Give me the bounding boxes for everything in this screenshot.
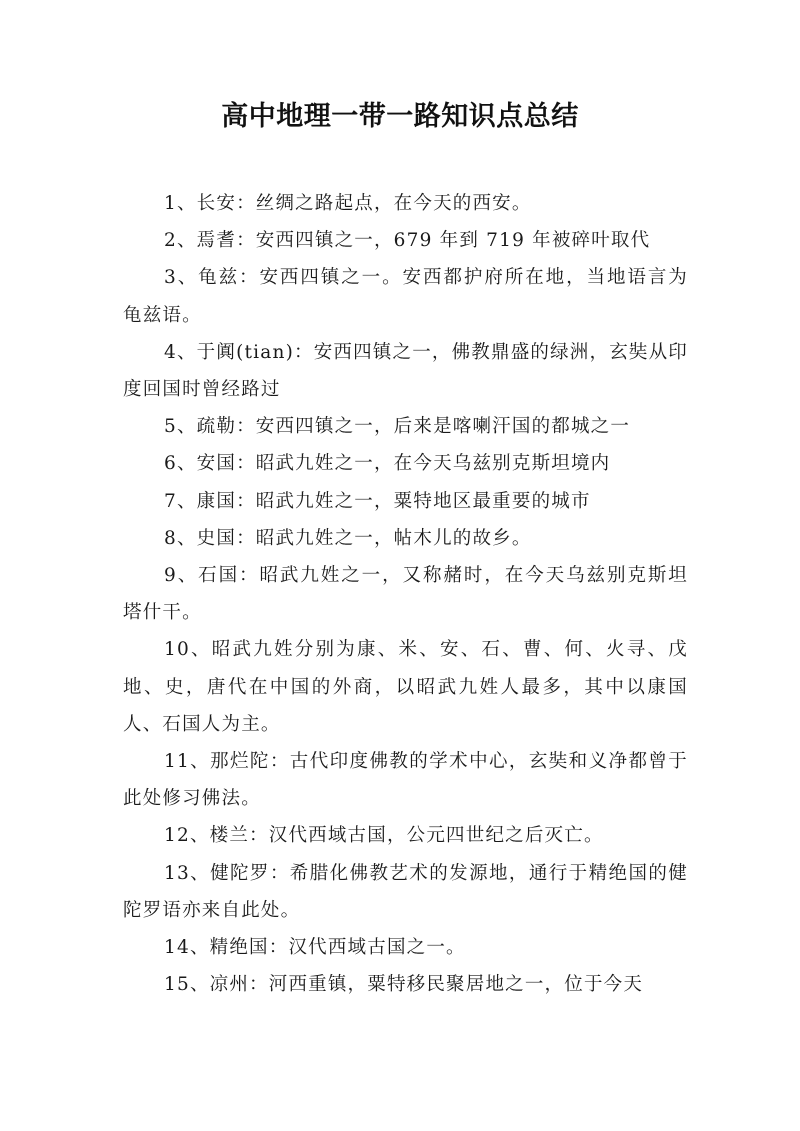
paragraph-10: 10、昭武九姓分别为康、米、安、石、曹、何、火寻、戊地、史，唐代在中国的外商，以昭武九姓人最多，其中以康国人、石国人为主。	[123, 639, 688, 735]
paragraph-8: 8、史国：昭武九姓之一，帖木儿的故乡。	[164, 527, 532, 549]
paragraph-11: 11、那烂陀：古代印度佛教的学术中心，玄奘和义净都曾于此处修习佛法。	[123, 751, 688, 810]
paragraph-13: 13、健陀罗：希腊化佛教艺术的发源地，通行于精绝国的健陀罗语亦来自此处。	[123, 862, 688, 921]
paragraph-6: 6、安国：昭武九姓之一，在今天乌兹别克斯坦境内	[164, 453, 611, 475]
paragraph-7: 7、康国：昭武九姓之一，粟特地区最重要的城市	[164, 490, 591, 512]
paragraph-1: 1、长安：丝绸之路起点，在今天的西安。	[164, 193, 532, 214]
paragraph-12: 12、楼兰：汉代西域古国，公元四世纪之后灭亡。	[164, 825, 604, 847]
paragraph-15: 15、凉州：河西重镇，粟特移民聚居地之一，位于今天	[164, 974, 644, 996]
paragraph-9: 9、石国：昭武九姓之一，又称赭时，在今天乌兹别克斯坦塔什干。	[123, 565, 688, 624]
document-title: 高中地理一带一路知识点总结	[221, 101, 579, 132]
document-body	[123, 185, 688, 1003]
paragraph-2: 2、焉耆：安西四镇之一，679 年到 719 年被碎叶取代	[164, 230, 651, 252]
paragraph-5: 5、疏勒：安西四镇之一，后来是喀喇汗国的都城之一	[164, 416, 631, 438]
paragraph-3: 3、龟兹：安西四镇之一。安西都护府所在地，当地语言为龟兹语。	[123, 267, 688, 326]
paragraph-14: 14、精绝国：汉代西域古国之一。	[164, 937, 466, 959]
paragraph-4: 4、于阗(tian)：安西四镇之一，佛教鼎盛的绿洲，玄奘从印度回国时曾经路过	[123, 341, 689, 401]
